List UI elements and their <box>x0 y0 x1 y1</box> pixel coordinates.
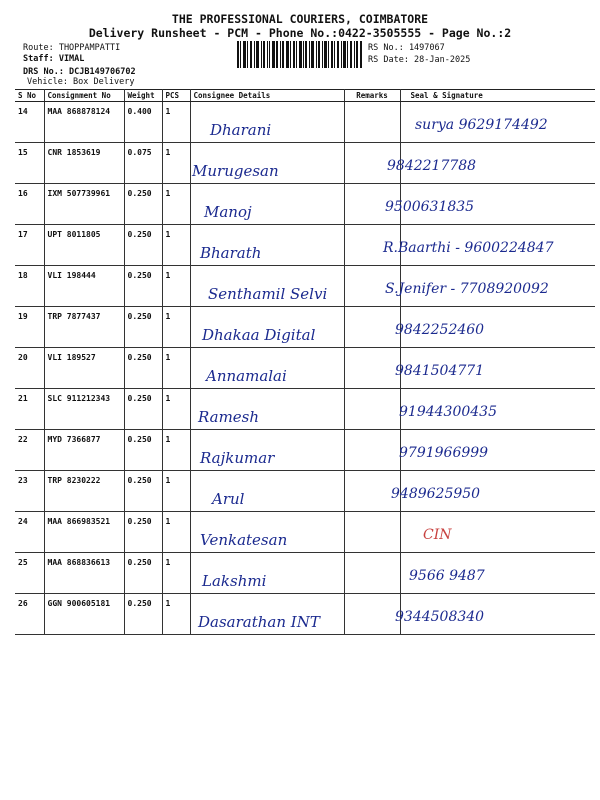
handwritten-consignee: Bharath <box>200 244 262 262</box>
handwritten-consignee: Lakshmi <box>202 572 267 590</box>
row-sno: 20 <box>15 348 44 389</box>
row-weight: 0.250 <box>124 348 162 389</box>
row-weight: 0.250 <box>124 553 162 594</box>
handwritten-consignee: Dasarathan INT <box>198 613 320 631</box>
row-sno: 14 <box>15 102 44 143</box>
rs-number: RS No.: 1497067 <box>368 43 445 53</box>
handwritten-consignee: Rajkumar <box>200 449 275 467</box>
row-consignment-no: MAA 868836613 <box>44 553 124 594</box>
drs-number: DRS No.: DCJB149706702 <box>23 67 136 77</box>
handwritten-signature: 9500631835 <box>385 199 475 215</box>
row-pcs: 1 <box>162 102 190 143</box>
staff-label: Staff: VIMAL <box>23 54 85 64</box>
col-consignment-header: Consignment No <box>44 90 124 102</box>
handwritten-consignee: Manoj <box>204 203 252 221</box>
row-pcs: 1 <box>162 184 190 225</box>
col-weight-header: Weight <box>124 90 162 102</box>
row-consignment-no: MYD 7366877 <box>44 430 124 471</box>
row-weight: 0.250 <box>124 471 162 512</box>
row-weight: 0.250 <box>124 389 162 430</box>
row-consignment-no: IXM 507739961 <box>44 184 124 225</box>
row-sno: 25 <box>15 553 44 594</box>
handwritten-signature: 91944300435 <box>399 404 497 420</box>
row-pcs: 1 <box>162 348 190 389</box>
route-label: Route: THOPPAMPATTI <box>23 43 121 53</box>
col-pcs-header: PCS <box>162 90 190 102</box>
handwritten-consignee: Arul <box>212 490 245 508</box>
row-remarks-cell <box>344 512 400 553</box>
row-consignment-no: VLI 189527 <box>44 348 124 389</box>
handwritten-consignee: Murugesan <box>192 162 279 180</box>
vehicle-label: Vehicle: Box Delivery <box>27 77 135 87</box>
row-pcs: 1 <box>162 430 190 471</box>
row-weight: 0.250 <box>124 512 162 553</box>
handwritten-consignee: Senthamil Selvi <box>208 285 328 303</box>
row-sno: 18 <box>15 266 44 307</box>
row-pcs: 1 <box>162 512 190 553</box>
handwritten-consignee: Annamalai <box>206 367 287 385</box>
table-row <box>15 430 595 471</box>
handwritten-signature: 9791966999 <box>399 445 489 461</box>
handwritten-signature: S.Jenifer - 7708920092 <box>385 281 549 297</box>
row-sno: 19 <box>15 307 44 348</box>
company-title: THE PROFESSIONAL COURIERS, COIMBATORE <box>171 12 429 26</box>
row-remarks-cell <box>344 102 400 143</box>
table-row <box>15 143 595 184</box>
row-sno: 21 <box>15 389 44 430</box>
row-remarks-cell <box>344 594 400 635</box>
handwritten-consignee: Dhakaa Digital <box>202 326 316 344</box>
row-remarks-cell <box>344 389 400 430</box>
row-sno: 16 <box>15 184 44 225</box>
row-pcs: 1 <box>162 553 190 594</box>
row-consignment-no: MAA 866983521 <box>44 512 124 553</box>
barcode-icon <box>237 41 362 68</box>
table-header-row <box>15 90 595 102</box>
handwritten-signature: 9842217788 <box>387 158 477 174</box>
row-pcs: 1 <box>162 389 190 430</box>
row-consignment-no: SLC 911212343 <box>44 389 124 430</box>
runsheet-subtitle: Delivery Runsheet - PCM - Phone No.:0422-3505555 - Page No.:2 <box>88 26 512 40</box>
row-weight: 0.250 <box>124 307 162 348</box>
row-consignment-no: UPT 8011805 <box>44 225 124 266</box>
handwritten-consignee: Dharani <box>210 121 272 139</box>
table-row <box>15 512 595 553</box>
table-row <box>15 553 595 594</box>
row-sno: 22 <box>15 430 44 471</box>
table-row <box>15 348 595 389</box>
row-weight: 0.075 <box>124 143 162 184</box>
row-sno: 26 <box>15 594 44 635</box>
rs-date: RS Date: 28-Jan-2025 <box>368 55 471 65</box>
row-sno: 24 <box>15 512 44 553</box>
runsheet-table <box>15 89 595 635</box>
row-remarks-cell <box>344 430 400 471</box>
row-consignment-no: VLI 198444 <box>44 266 124 307</box>
row-consignment-no: MAA 868878124 <box>44 102 124 143</box>
row-pcs: 1 <box>162 266 190 307</box>
row-remarks-cell <box>344 553 400 594</box>
table-row <box>15 471 595 512</box>
handwritten-signature: 9344508340 <box>395 609 485 625</box>
row-pcs: 1 <box>162 471 190 512</box>
row-weight: 0.400 <box>124 102 162 143</box>
row-consignment-no: TRP 8230222 <box>44 471 124 512</box>
row-weight: 0.250 <box>124 594 162 635</box>
handwritten-signature: 9841504771 <box>395 363 485 379</box>
row-pcs: 1 <box>162 307 190 348</box>
handwritten-signature: R.Baarthi - 9600224847 <box>383 240 554 256</box>
row-pcs: 1 <box>162 594 190 635</box>
row-pcs: 1 <box>162 143 190 184</box>
col-consignee-header: Consignee Details <box>190 90 344 102</box>
row-consignment-no: GGN 900605181 <box>44 594 124 635</box>
row-weight: 0.250 <box>124 184 162 225</box>
table-row <box>15 184 595 225</box>
table-row <box>15 389 595 430</box>
row-sno: 23 <box>15 471 44 512</box>
handwritten-consignee: Ramesh <box>198 408 260 426</box>
handwritten-signature: 9842252460 <box>395 322 485 338</box>
handwritten-signature: 9489625950 <box>391 486 481 502</box>
handwritten-signature: 9566 9487 <box>409 568 485 584</box>
col-remarks-header: Remarks <box>344 90 400 102</box>
row-consignment-no: TRP 7877437 <box>44 307 124 348</box>
row-weight: 0.250 <box>124 225 162 266</box>
row-remarks-cell <box>344 348 400 389</box>
col-seal-header: Seal & Signature <box>400 90 595 102</box>
row-sno: 15 <box>15 143 44 184</box>
handwritten-signature: surya 9629174492 <box>415 117 548 133</box>
row-pcs: 1 <box>162 225 190 266</box>
row-remarks-cell <box>344 307 400 348</box>
row-weight: 0.250 <box>124 266 162 307</box>
col-sno-header: S No <box>15 90 44 102</box>
handwritten-consignee: Venkatesan <box>200 531 288 549</box>
row-weight: 0.250 <box>124 430 162 471</box>
row-sno: 17 <box>15 225 44 266</box>
handwritten-signature: CIN <box>423 527 452 543</box>
row-consignment-no: CNR 1853619 <box>44 143 124 184</box>
